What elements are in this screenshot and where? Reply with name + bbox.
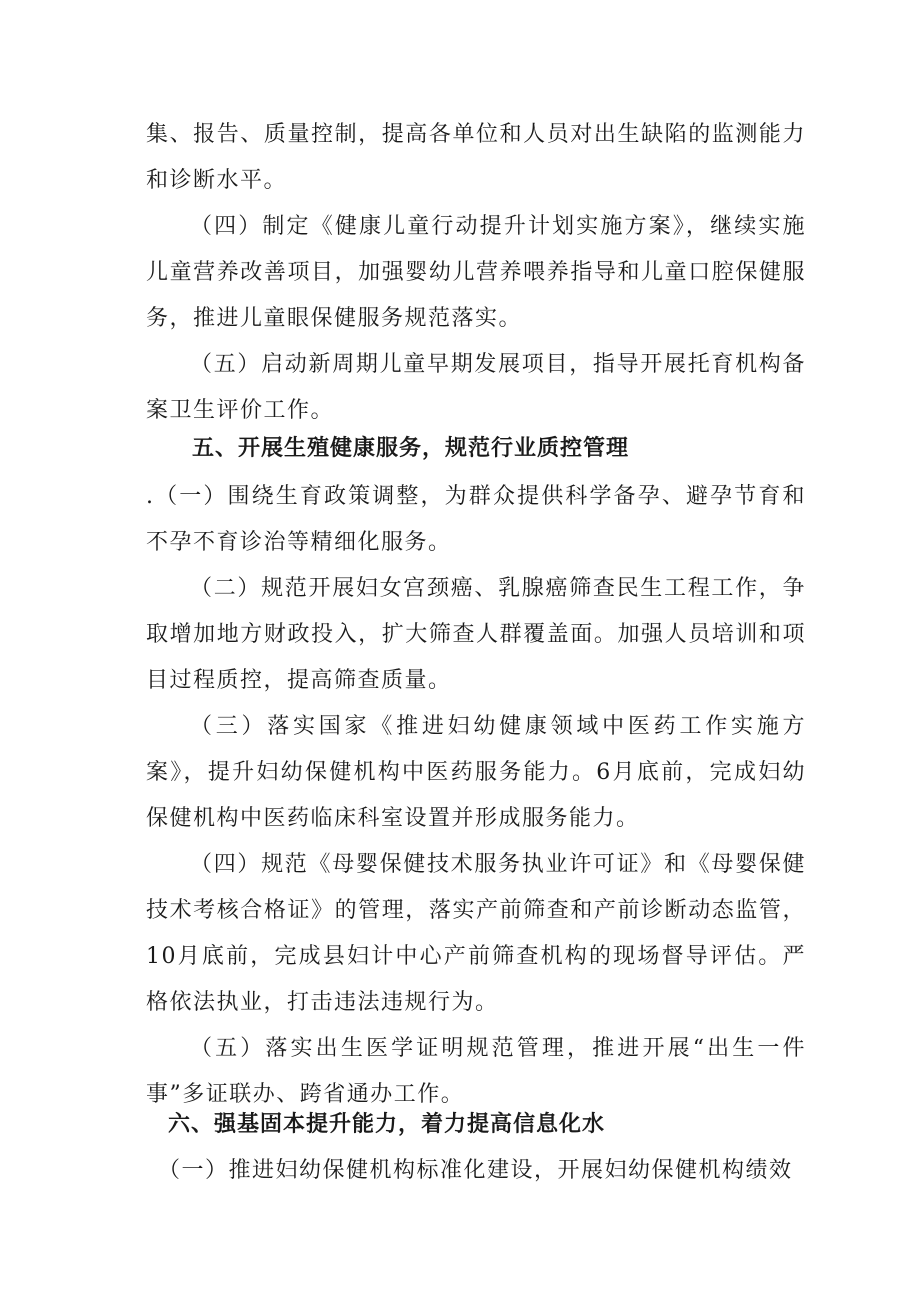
paragraph-maternal-license: （四）规范《母婴保健技术服务执业许可证》和《母婴保健技术考核合格证》的管理，落实产前筛查和产前诊断动态监管，10月底前，完成县妇计中心产前筛查机构的现场督导评估。严格依法执业，打击违法违规行为。 — [146, 852, 806, 1015]
paragraph-cancer-screening: （二）规范开展妇女宫颈癌、乳腺癌筛查民生工程工作，争取增加地方财政投入，扩大筛查人群覆盖面。加强人员培训和项目过程质控，提高筛查质量。 — [146, 576, 806, 693]
paragraph-birth-defect-monitoring: 集、报告、质量控制，提高各单位和人员对出生缺陷的监测能力和诊断水平。 — [146, 122, 806, 193]
section-heading-five: 五、开展生殖健康服务，规范行业质控管理 — [192, 436, 630, 461]
paragraph-fertility-services: .（一）围绕生育政策调整，为群众提供科学备孕、避孕节育和不孕不育诊治等精细化服务。 — [146, 484, 806, 555]
section-heading-six: 六、强基固本提升能力，着力提高信息化水 — [168, 1112, 606, 1137]
paragraph-early-development: （五）启动新周期儿童早期发展项目，指导开展托育机构备案卫生评价工作。 — [146, 352, 806, 423]
paragraph-birth-certificate: （五）落实出生医学证明规范管理，推进开展“出生一件事”多证联办、跨省通办工作。 — [146, 1036, 806, 1107]
paragraph-standardization: （一）推进妇幼保健机构标准化建设，开展妇幼保健机构绩效 — [158, 1158, 793, 1183]
paragraph-tcm-services: （三）落实国家《推进妇幼健康领域中医药工作实施方案》，提升妇幼保健机构中医药服务能力。6月底前，完成妇幼保健机构中医药临床科室设置并形成服务能力。 — [146, 714, 806, 831]
paragraph-healthy-children-plan: （四）制定《健康儿童行动提升计划实施方案》，继续实施儿童营养改善项目，加强婴幼儿营养喂养指导和儿童口腔保健服务，推进儿童眼保健服务规范落实。 — [146, 214, 806, 331]
